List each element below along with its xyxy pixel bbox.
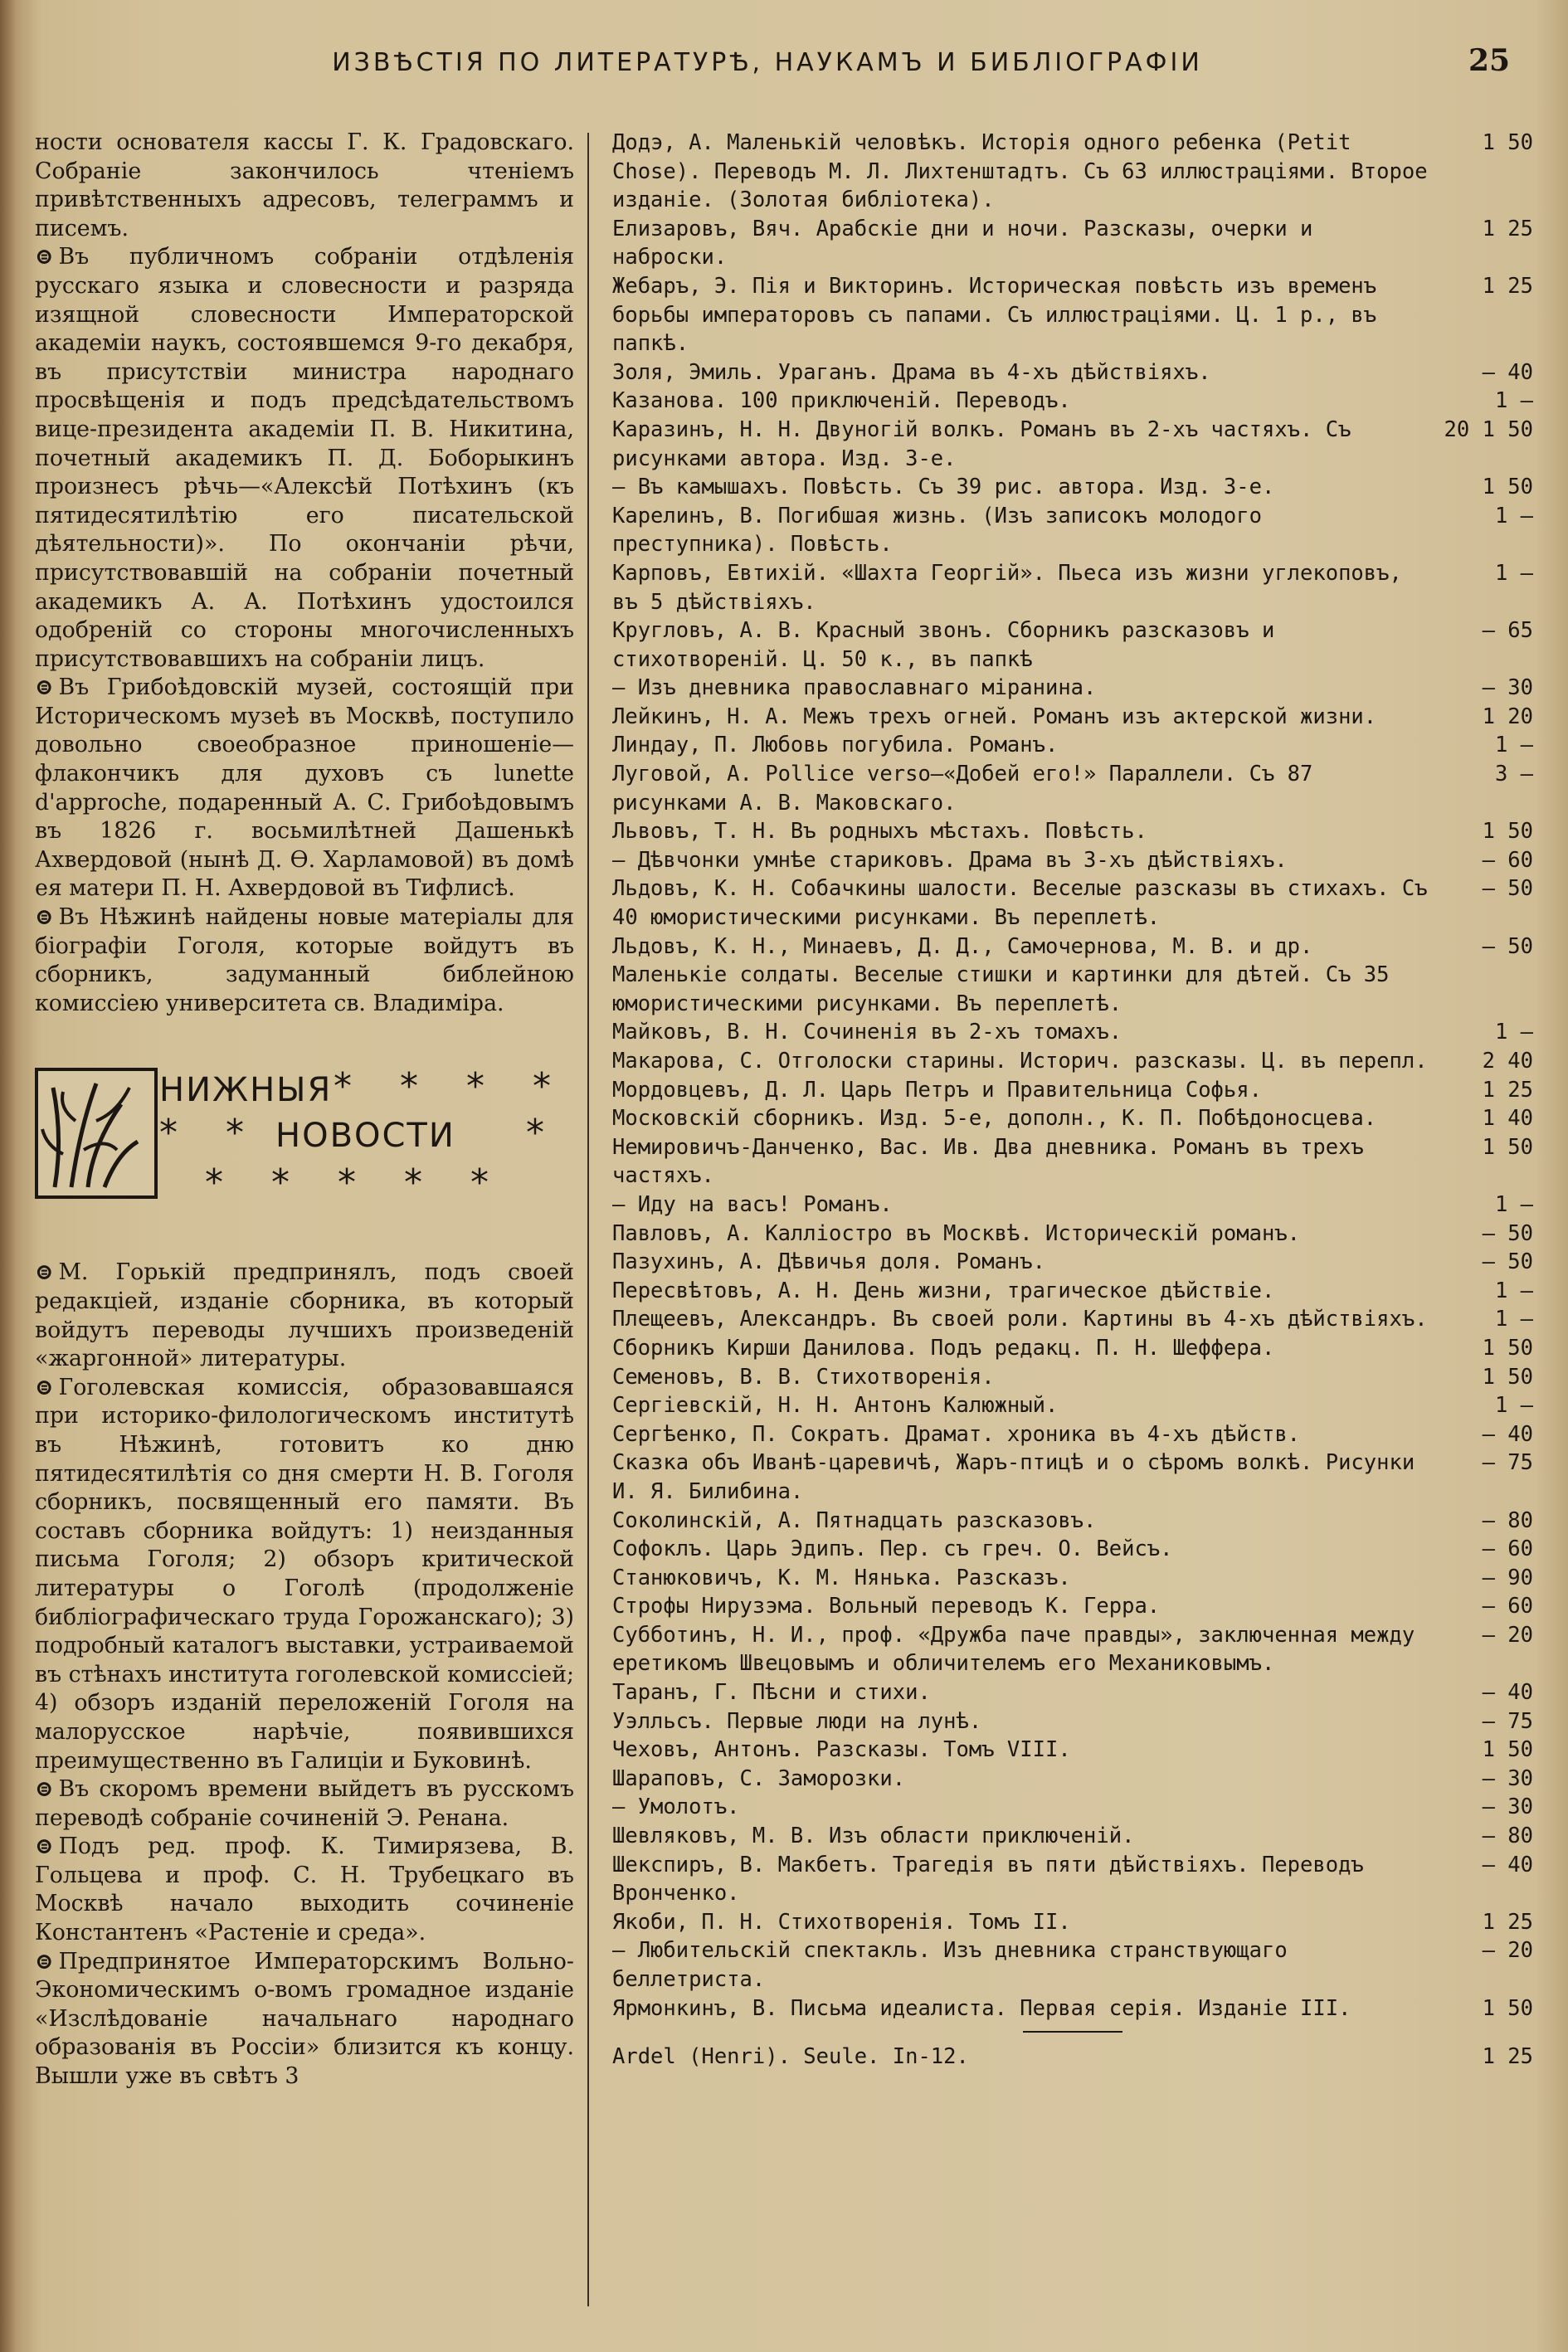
book-price: 1 50	[1482, 475, 1533, 500]
book-price: — 65	[1482, 618, 1533, 644]
book-entry	[612, 933, 1533, 1019]
book-entry	[612, 817, 1533, 846]
book-price: — 20	[1482, 1622, 1533, 1648]
book-list-column	[612, 129, 1533, 2072]
book-price: 1 —	[1494, 1307, 1533, 1332]
book-price: — 40	[1482, 1421, 1533, 1447]
book-entry	[612, 502, 1533, 559]
crossed-circle-mark-icon: ⊜	[35, 244, 54, 270]
book-price: 1 —	[1494, 1278, 1533, 1303]
book-entry	[612, 1363, 1533, 1392]
book-entry	[612, 1994, 1533, 2023]
book-title: Сергѣенко, П. Сократъ. Драмат. хроника въ 4-хъ дѣйств.	[612, 1421, 1301, 1447]
book-price: 1 25	[1482, 2044, 1533, 2070]
book-entry	[612, 1765, 1533, 1794]
book-entry	[612, 1621, 1533, 1678]
book-entry	[612, 616, 1533, 674]
news-paragraph-5	[35, 1259, 574, 1373]
book-title: Плещеевъ, Александръ. Въ своей роли. Картины въ 4-хъ дѣйствіяхъ.	[612, 1307, 1428, 1332]
section-stars-row-3: * * * * *	[205, 1161, 507, 1205]
book-entry	[612, 1592, 1533, 1621]
book-title: Немировичъ-Данченко, Вас. Ив. Два дневника. Романъ въ трехъ частяхъ.	[612, 1134, 1364, 1189]
crossed-circle-mark-icon: ⊜	[35, 1948, 54, 1975]
book-entry	[612, 1707, 1533, 1736]
book-list	[612, 129, 1533, 2023]
book-title: Майковъ, В. Н. Сочиненія въ 2-хъ томахъ.	[612, 1020, 1122, 1045]
book-entry	[612, 1936, 1533, 1994]
book-title: Карелинъ, В. Погибшая жизнь. (Изъ записокъ молодого преступника). Повѣсть.	[612, 503, 1262, 558]
book-entry	[612, 129, 1533, 215]
book-entry	[612, 1248, 1533, 1277]
news-text: Въ Грибоѣдовскій музей, состоящій при Историческомъ музеѣ въ Москвѣ, поступило довольно своеобразное приношеніе—флакончикъ для духовъ съ lunette d'approche, подаренный А. С. Грибоѣдовымъ въ 1826 г. восьмилѣтней Дашенькѣ Ахвердовой (нынѣ Д. Ѳ. Харламовой) въ домѣ ея матери П. Н. Ахвердовой въ Тифлисѣ.	[35, 674, 574, 902]
book-entry	[612, 1908, 1533, 1937]
book-price: — 50	[1482, 1220, 1533, 1246]
news-text: М. Горькій предпринялъ, подъ своей редакціей, изданіе сборника, въ который войдутъ переводы лучшихъ произведеній «жаргонной» литературы.	[35, 1259, 574, 1372]
book-entry	[612, 358, 1533, 387]
book-price: 1 —	[1494, 1020, 1533, 1045]
book-title: Пересвѣтовъ, А. Н. День жизни, трагическое дѣйствіе.	[612, 1278, 1275, 1303]
book-title: Софоклъ. Царь Эдипъ. Пер. съ греч. О. Вейсъ.	[612, 1536, 1173, 1562]
book-entry	[612, 703, 1533, 732]
book-price: — 40	[1482, 1680, 1533, 1706]
book-price: 1 25	[1482, 273, 1533, 299]
book-price: 1 —	[1494, 733, 1533, 758]
grass-stalks-emblem-icon	[35, 1068, 158, 1199]
crossed-circle-mark-icon: ⊜	[35, 1776, 54, 1803]
book-price: — 60	[1482, 847, 1533, 873]
book-entry	[612, 1191, 1533, 1220]
news-text: Подъ ред. проф. К. Тимирязева, В. Гольцева и проф. С. Н. Трубецкаго въ Москвѣ начало выходить сочиненіе Константенъ «Растеніе и среда».	[35, 1833, 574, 1946]
book-title: Строфы Нирузэма. Вольный переводъ К. Герра.	[612, 1594, 1161, 1619]
book-price: 1 50	[1482, 130, 1533, 155]
book-entry	[612, 1736, 1533, 1765]
book-price: 1 —	[1494, 1191, 1533, 1217]
book-price: — 20	[1482, 1938, 1533, 1964]
news-paragraph-6	[35, 1374, 574, 1775]
book-price: 1 —	[1494, 560, 1533, 586]
news-text: Въ скоромъ времени выйдетъ въ русскомъ переводѣ собраніе сочиненій Э. Ренана.	[35, 1776, 574, 1831]
book-title: Кругловъ, А. В. Красный звонъ. Сборникъ разсказовъ и стихотвореній. Ц. 50 к., въ папкѣ	[612, 618, 1275, 672]
section-stars-row-1: * * * *	[334, 1065, 569, 1108]
book-price: — 90	[1482, 1565, 1533, 1590]
book-entry	[612, 1305, 1533, 1334]
book-title: Сергіевскій, Н. Н. Антонъ Калюжный.	[612, 1393, 1059, 1419]
book-entry	[612, 387, 1533, 416]
book-title: Соколинскій, А. Пятнадцать разсказовъ.	[612, 1507, 1097, 1533]
book-price: — 60	[1482, 1594, 1533, 1619]
book-price: 1 40	[1482, 1106, 1533, 1132]
book-entry	[612, 1277, 1533, 1306]
book-price: 3 —	[1494, 762, 1533, 787]
book-entry	[612, 215, 1533, 272]
news-paragraph-8	[35, 1833, 574, 1947]
book-price: 1 —	[1494, 388, 1533, 414]
section-title-word-2: НОВОСТИ	[275, 1117, 455, 1156]
news-paragraph-2	[35, 243, 574, 674]
book-price: — 75	[1482, 1708, 1533, 1734]
book-title: Макарова, С. Отголоски старины. Историч. разсказы. Ц. въ перепл.	[612, 1049, 1428, 1074]
book-entry	[612, 559, 1533, 616]
book-title: Львовъ, Т. Н. Въ родныхъ мѣстахъ. Повѣсть.	[612, 819, 1147, 845]
book-entry	[612, 1535, 1533, 1564]
news-text: Въ Нѣжинѣ найдены новые матеріалы для біографіи Гоголя, которые войдутъ въ сборникъ, задуманный библейною комиссіею университета св. Владиміра.	[35, 904, 574, 1016]
book-title: Льдовъ, К. Н. Собачкины шалости. Веселые разсказы въ стихахъ. Съ 40 юмористическими рисунками. Въ переплетѣ.	[612, 876, 1428, 931]
book-price: 2 40	[1482, 1049, 1533, 1074]
book-title: Сказка объ Иванѣ-царевичѣ, Жаръ-птицѣ и о сѣромъ волкѣ. Рисунки И. Я. Билибина.	[612, 1450, 1415, 1504]
book-title: Линдау, П. Любовь погубила. Романъ.	[612, 733, 1059, 758]
book-entry	[612, 416, 1533, 473]
book-title: Мордовцевъ, Д. Л. Царь Петръ и Правительница Софья.	[612, 1077, 1262, 1103]
section-stars-row-2b: *	[526, 1112, 544, 1155]
book-title: — Умолотъ.	[612, 1794, 740, 1820]
book-title: Додэ, А. Маленькій человѣкъ. Исторія одного ребенка (Petit Chose). Переводъ М. Л. Лихтенштадтъ. Съ 63 иллюстраціями. Второе изданіе. (Золотая библіотека).	[612, 130, 1428, 213]
book-entry	[612, 1507, 1533, 1536]
book-entry	[612, 1420, 1533, 1449]
book-entry	[612, 1391, 1533, 1420]
crossed-circle-mark-icon: ⊜	[35, 1833, 54, 1860]
crossed-circle-mark-icon: ⊜	[35, 1259, 54, 1286]
book-price: — 40	[1482, 359, 1533, 385]
section-heading-book-news	[35, 1065, 574, 1225]
book-price: 1 25	[1482, 1077, 1533, 1103]
book-title: Луговой, А. Pollice verso—«Добей его!» Параллели. Съ 87 рисунками А. В. Маковскаго.	[612, 762, 1313, 816]
book-entry	[612, 1678, 1533, 1707]
book-entry	[612, 674, 1533, 703]
book-title: Золя, Эмиль. Ураганъ. Драма въ 4-хъ дѣйствіяхъ.	[612, 359, 1211, 385]
book-entry	[612, 1047, 1533, 1076]
book-price: 1 50	[1482, 1335, 1533, 1361]
book-title: Шевляковъ, М. В. Изъ области приключеній.	[612, 1824, 1135, 1849]
book-price: 1 50	[1482, 1737, 1533, 1763]
section-rule	[1023, 2031, 1122, 2033]
book-entry	[612, 272, 1533, 358]
book-price: 1 25	[1482, 216, 1533, 241]
book-title: Жебаръ, Э. Пія и Викторинъ. Историческая повѣсть изъ временъ борьбы императоровъ съ папами. Съ иллюстраціями. Ц. 1 р., въ папкѣ.	[612, 273, 1377, 357]
book-price: — 40	[1482, 1852, 1533, 1877]
book-title: Лейкинъ, Н. А. Межъ трехъ огней. Романъ изъ актерской жизни.	[612, 704, 1377, 729]
book-title: Субботинъ, Н. И., проф. «Дружба паче правды», заключенная между еретикомъ Швецовымъ и обличителемъ его Механиковымъ.	[612, 1622, 1415, 1677]
book-price: — 80	[1482, 1824, 1533, 1849]
book-title: Льдовъ, К. Н., Минаевъ, Д. Д., Самочернова, М. В. и др. Маленькіе солдаты. Веселые стишки и картинки для дѣтей. Съ 35 юмористическими рисунками. Въ переплетѣ.	[612, 933, 1390, 1016]
news-paragraph-4	[35, 903, 574, 1018]
book-title: Сборникъ Кирши Данилова. Подъ редакц. П. Н. Шеффера.	[612, 1335, 1275, 1361]
book-title: — Дѣвчонки умнѣе стариковъ. Драма въ 3-хъ дѣйствіяхъ.	[612, 847, 1288, 873]
book-entry	[612, 1564, 1533, 1593]
left-column	[35, 129, 574, 2091]
page-header-title: ИЗВѢСТІЯ ПО ЛИТЕРАТУРѢ, НАУКАМЪ И БИБЛІОГРАФІИ	[332, 48, 1203, 77]
book-title: Павловъ, А. Калліостро въ Москвѣ. Историческій романъ.	[612, 1220, 1301, 1246]
book-price: 1 25	[1482, 1909, 1533, 1935]
page-number: 25	[1468, 43, 1511, 78]
news-text: Въ публичномъ собраніи отдѣленія русскаго языка и словесности и разряда изящной словесности Императорской академіи наукъ, состоявшемся 9-го декабря, въ присутствіи министра народнаго просвѣщенія и подъ предсѣдательствомъ вице-президента академіи П. В. Никитина, почетный академикъ П. Д. Боборыкинъ произнесъ рѣчь—«Алексѣй Потѣхинъ (къ пятидесятилѣтію его писательской дѣятельности)». По окончаніи рѣчи, присутствовавшій на собраніи почетный академикъ А. А. Потѣхинъ удостоился одобреній со стороны многочисленныхъ присутствовавшихъ на собраніи лицъ.	[35, 244, 574, 672]
book-price: — 50	[1482, 876, 1533, 902]
book-entry	[612, 874, 1533, 932]
book-entry	[612, 1822, 1533, 1851]
book-entry	[612, 760, 1533, 817]
news-text: Предпринятое Императорскимъ Вольно-Экономическимъ о-вомъ громадное изданіе «Изслѣдованіе начальнаго народнаго образованія въ Россіи» близится къ концу. Вышли уже въ свѣтъ 3	[35, 1948, 574, 2090]
book-title: — Изъ дневника православнаго міранина.	[612, 675, 1097, 701]
book-price: 20 1 50	[1444, 416, 1533, 442]
crossed-circle-mark-icon: ⊜	[35, 674, 54, 701]
news-paragraph-1: ности основателя кассы Г. К. Градовскаго. Собраніе закончилось чтеніемъ привѣтственныхъ адресовъ, телеграммъ и писемъ.	[35, 129, 574, 241]
book-price: — 80	[1482, 1507, 1533, 1533]
book-entry	[612, 1018, 1533, 1047]
section-title-word-1: НИЖНЫЯ	[159, 1071, 333, 1110]
book-title: — Любительскій спектакль. Изъ дневника странствующаго беллетриста.	[612, 1938, 1288, 1992]
book-entry	[612, 1793, 1533, 1822]
crossed-circle-mark-icon: ⊜	[35, 1374, 54, 1400]
book-price: — 30	[1482, 675, 1533, 701]
book-title: Уэлльсъ. Первые люди на лунѣ.	[612, 1708, 982, 1734]
book-price: — 60	[1482, 1536, 1533, 1562]
book-title: Семеновъ, В. В. Стихотворенія.	[612, 1364, 995, 1390]
book-price: — 30	[1482, 1794, 1533, 1820]
book-title: — Иду на васъ! Романъ.	[612, 1191, 893, 1217]
book-entry	[612, 1133, 1533, 1191]
book-title: Карповъ, Евтихій. «Шахта Георгій». Пьеса изъ жизни углекоповъ, въ 5 дѣйствіяхъ.	[612, 560, 1402, 615]
crossed-circle-mark-icon: ⊜	[35, 904, 54, 931]
book-title: Пазухинъ, А. Дѣвичья доля. Романъ.	[612, 1249, 1045, 1275]
book-price: 1 50	[1482, 1134, 1533, 1160]
book-title: Шекспиръ, В. Макбетъ. Трагедія въ пяти дѣйствіяхъ. Переводъ Вронченко.	[612, 1852, 1364, 1906]
book-title: Шараповъ, С. Заморозки.	[612, 1765, 906, 1791]
book-entry	[612, 473, 1533, 502]
book-price: 1 50	[1482, 1364, 1533, 1390]
book-entry	[612, 1220, 1533, 1249]
foreign-book-entry	[612, 2043, 1533, 2072]
book-price: 1 20	[1482, 704, 1533, 729]
book-price: — 50	[1482, 933, 1533, 959]
book-price: 1 —	[1494, 1393, 1533, 1419]
book-entry	[612, 1334, 1533, 1363]
column-divider	[587, 133, 589, 2306]
book-entry	[612, 1449, 1533, 1506]
book-title: Каразинъ, Н. Н. Двуногій волкъ. Романъ въ 2-хъ частяхъ. Съ рисунками автора. Изд. 3-е.	[612, 416, 1351, 471]
book-title: Якоби, П. Н. Стихотворенія. Томъ II.	[612, 1909, 1071, 1935]
book-entry	[612, 1104, 1533, 1133]
book-price: — 30	[1482, 1765, 1533, 1791]
news-text: Гоголевская комиссія, образовавшаяся при историко-филологическомъ институтѣ въ Нѣжинѣ, готовитъ ко дню пятидесятилѣтія со дня смерти Н. В. Гоголя сборникъ, посвященный его памяти. Въ составъ сборника войдутъ: 1) неизданныя письма Гоголя; 2) обзоръ критической литературы о Гоголѣ (продолженіе библіографическаго труда Горожанскаго); 3) подробный каталогъ выставки, устраиваемой въ стѣнахъ института гоголевской комиссіей; 4) обзоръ изданій переложеній Гоголя на малорусское нарѣчіе, появившихся преимущественно въ Галиціи и Буковинѣ.	[35, 1374, 574, 1774]
news-paragraph-3	[35, 674, 574, 903]
book-entry	[612, 846, 1533, 875]
book-entry	[612, 1851, 1533, 1908]
book-price: — 75	[1482, 1450, 1533, 1476]
book-price: 1 50	[1482, 1995, 1533, 2021]
news-paragraph-7	[35, 1775, 574, 1833]
book-title: Казанова. 100 приключеній. Переводъ.	[612, 388, 1071, 414]
book-title: Чеховъ, Антонъ. Разсказы. Томъ VIII.	[612, 1737, 1071, 1763]
book-entry	[612, 731, 1533, 760]
book-entry	[612, 1076, 1533, 1105]
book-title: Станюковичъ, К. М. Нянька. Разсказъ.	[612, 1565, 1071, 1590]
book-price: 1 —	[1494, 503, 1533, 528]
book-title: Таранъ, Г. Пѣсни и стихи.	[612, 1680, 931, 1706]
book-title: Ярмонкинъ, В. Письма идеалиста. Первая серія. Изданіе III.	[612, 1995, 1351, 2021]
book-title: — Въ камышахъ. Повѣсть. Съ 39 рис. автора. Изд. 3-е.	[612, 475, 1275, 500]
book-title: Ardel (Henri). Seule. In-12.	[612, 2044, 969, 2070]
news-paragraph-9	[35, 1948, 574, 2091]
section-stars-row-2a: * *	[159, 1112, 262, 1155]
book-price: 1 50	[1482, 819, 1533, 845]
book-title: Елизаровъ, Вяч. Арабскіе дни и ночи. Разсказы, очерки и наброски.	[612, 216, 1313, 270]
book-price: — 50	[1482, 1249, 1533, 1275]
book-title: Московскій сборникъ. Изд. 5-е, дополн., К. П. Побѣдоносцева.	[612, 1106, 1377, 1132]
